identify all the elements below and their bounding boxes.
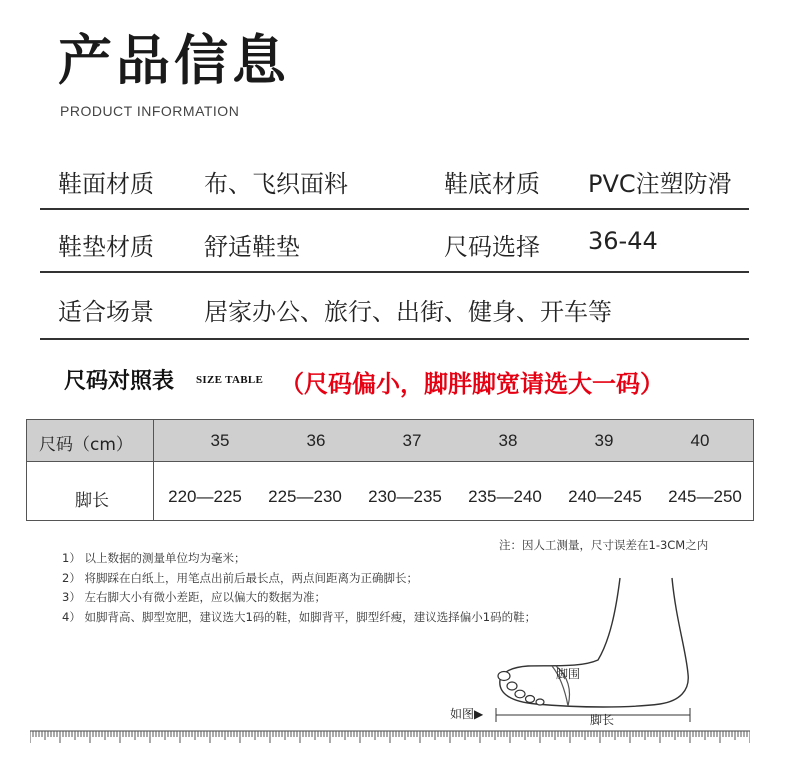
insole-material-value: 舒适鞋垫 xyxy=(204,233,300,261)
foot-outline xyxy=(500,578,688,707)
scene-value: 居家办公、旅行、出街、健身、开车等 xyxy=(204,298,612,326)
info-row-2 xyxy=(40,213,749,275)
toe xyxy=(507,682,517,690)
sole-material-label: 鞋底材质 xyxy=(444,170,540,198)
info-row-1 xyxy=(40,150,749,212)
note-item: 1） 以上数据的测量单位均为毫米； xyxy=(62,551,246,565)
length-cell: 235—240 xyxy=(468,487,542,506)
ruler xyxy=(30,730,750,744)
size-table-divider xyxy=(153,420,154,520)
insole-material-label: 鞋垫材质 xyxy=(58,233,154,261)
size-cell: 40 xyxy=(690,431,710,450)
measurement-error-note: 注：因人工测量，尺寸误差在1-3CM之内 xyxy=(499,538,709,552)
size-cell: 37 xyxy=(402,431,422,450)
size-advice-note: （尺码偏小，脚胖脚宽请选大一码） xyxy=(280,370,664,398)
foot-measure-illustration xyxy=(440,570,760,730)
toe xyxy=(526,696,535,703)
size-cell: 39 xyxy=(594,431,614,450)
size-range-label: 尺码选择 xyxy=(444,233,540,261)
size-cell: 36 xyxy=(306,431,326,450)
toe xyxy=(536,699,544,705)
page-subtitle: PRODUCT INFORMATION xyxy=(60,103,240,119)
size-table xyxy=(26,419,754,521)
size-table-heading: 尺码对照表 xyxy=(64,368,175,394)
divider-2 xyxy=(40,271,749,273)
note-item: 2） 将脚踩在白纸上，用笔点出前后最长点，两点间距离为正确脚长； xyxy=(62,570,418,585)
note-item: 4） 如脚背高、脚型宽肥，建议选大1码的鞋，如脚背平，脚型纤瘦，建议选择偏小1码的鞋； xyxy=(62,610,537,625)
toe xyxy=(498,672,510,681)
size-range-value: 36-44 xyxy=(588,227,658,255)
upper-material-label: 鞋面材质 xyxy=(58,170,154,198)
see-figure-label: 如图▶ xyxy=(450,707,484,721)
length-cell: 220—225 xyxy=(168,487,242,506)
length-cell: 245—250 xyxy=(668,487,742,506)
upper-material-value: 布、飞织面料 xyxy=(204,170,348,198)
note-item: 3） 左右脚大小有微小差距，应以偏大的数据为准； xyxy=(62,590,326,605)
scene-label: 适合场景 xyxy=(58,298,154,326)
toe xyxy=(515,690,525,698)
girth-label: 脚围 xyxy=(556,667,581,681)
length-cell: 225—230 xyxy=(268,487,342,506)
info-row-3 xyxy=(40,278,749,340)
sole-material-value: PVC注塑防滑 xyxy=(588,170,732,198)
divider-1 xyxy=(40,208,749,210)
foot-length-label: 脚长 xyxy=(75,491,109,511)
size-table-heading-en: SIZE TABLE xyxy=(196,374,264,386)
size-header-label: 尺码（cm） xyxy=(39,435,133,455)
ruler-ticks xyxy=(30,731,750,743)
page-title: 产品信息 xyxy=(58,29,290,92)
size-cell: 35 xyxy=(210,431,230,450)
length-cell: 240—245 xyxy=(568,487,642,506)
divider-3 xyxy=(40,338,749,340)
size-cell: 38 xyxy=(498,431,518,450)
length-label: 脚长 xyxy=(590,713,615,727)
length-cell: 230—235 xyxy=(368,487,442,506)
